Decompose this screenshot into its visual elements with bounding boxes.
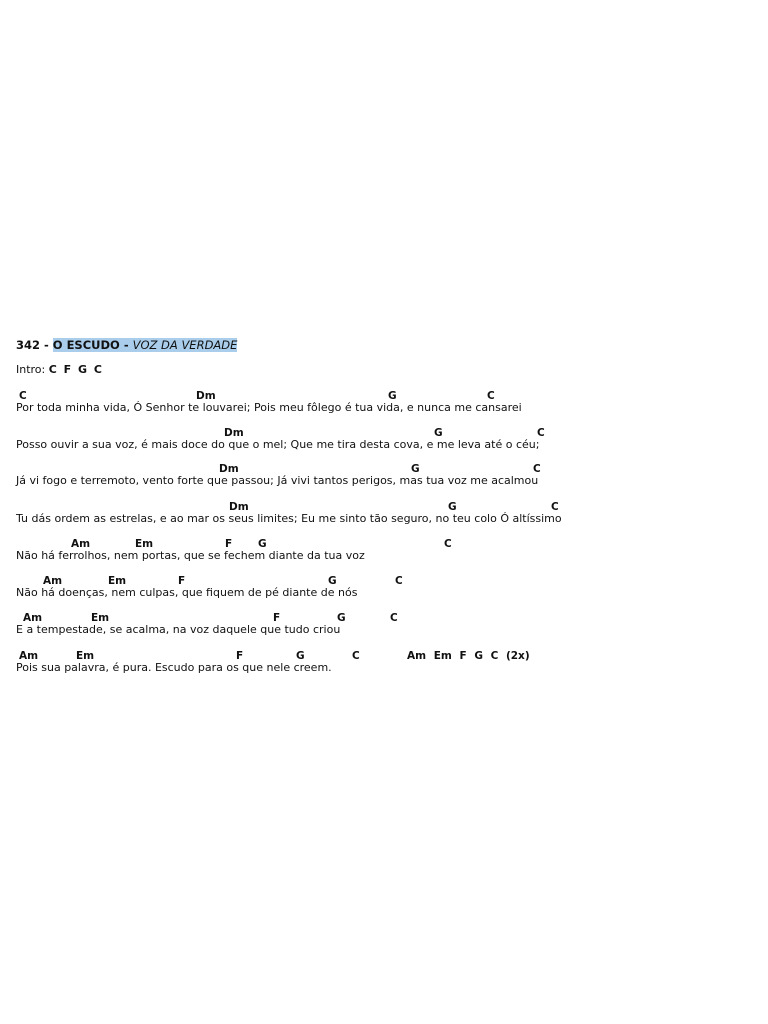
chord: G <box>388 390 397 402</box>
chord: Em <box>91 612 110 624</box>
chord: F <box>178 575 186 587</box>
intro-chords: C F G C <box>48 363 102 376</box>
title-highlight <box>53 338 238 352</box>
chord: Am <box>43 575 63 587</box>
chord: Em <box>108 575 127 587</box>
chord: Am <box>19 650 39 662</box>
chord: Dm <box>219 463 239 475</box>
chord: F <box>236 650 244 662</box>
chord: Dm <box>229 501 249 513</box>
chord: C <box>395 575 403 587</box>
chord: Am <box>71 538 91 550</box>
chord: C <box>487 390 495 402</box>
lyric-line: Por toda minha vida, Ó Senhor te louvarei; Pois meu fôlego é tua vida, e nunca me cansarei <box>16 401 522 414</box>
chord: G <box>296 650 305 662</box>
chord: F <box>273 612 281 624</box>
chord: G <box>337 612 346 624</box>
chord: G <box>434 427 443 439</box>
chord: Em <box>135 538 154 550</box>
chord: Dm <box>224 427 244 439</box>
lyric-line: Já vi fogo e terremoto, vento forte que passou; Já vivi tantos perigos, mas tua voz me acalmou <box>16 474 539 487</box>
chord: G <box>258 538 267 550</box>
chord: Am <box>23 612 43 624</box>
lyric-line: E a tempestade, se acalma, na voz daquele que tudo criou <box>16 623 341 636</box>
lyric-line: Pois sua palavra, é pura. Escudo para os que nele creem. <box>16 661 332 674</box>
intro-line <box>16 363 102 377</box>
chord: Dm <box>196 390 216 402</box>
chord: F <box>225 538 233 550</box>
chord: C <box>444 538 452 550</box>
chord: Em <box>76 650 95 662</box>
chord: C <box>19 390 27 402</box>
chord: C <box>533 463 541 475</box>
chord: C <box>390 612 398 624</box>
chord: G <box>411 463 420 475</box>
chord: C <box>537 427 545 439</box>
lyric-line: Tu dás ordem as estrelas, e ao mar os seus limites; Eu me sinto tão seguro, no teu colo Ó altíssimo <box>16 512 562 525</box>
song-title-line <box>16 338 237 352</box>
title-separator: - <box>119 338 133 352</box>
song-title: O ESCUDO <box>52 338 120 352</box>
chord: G <box>448 501 457 513</box>
chord: C <box>352 650 360 662</box>
lyric-line: Não há doenças, nem culpas, que fiquem de pé diante de nós <box>16 586 358 599</box>
artist-name: VOZ DA VERDADE <box>132 338 238 352</box>
chord: C <box>551 501 559 513</box>
repeat-chords: Am Em F G C (2x) <box>407 650 530 662</box>
lyric-line: Posso ouvir a sua voz, é mais doce do que o mel; Que me tira desta cova, e me leva até o céu; <box>16 438 540 451</box>
lyric-line: Não há ferrolhos, nem portas, que se fechem diante da tua voz <box>16 549 365 562</box>
intro-label: Intro: <box>16 363 49 376</box>
chord: G <box>328 575 337 587</box>
song-number: 342 - <box>16 338 53 352</box>
